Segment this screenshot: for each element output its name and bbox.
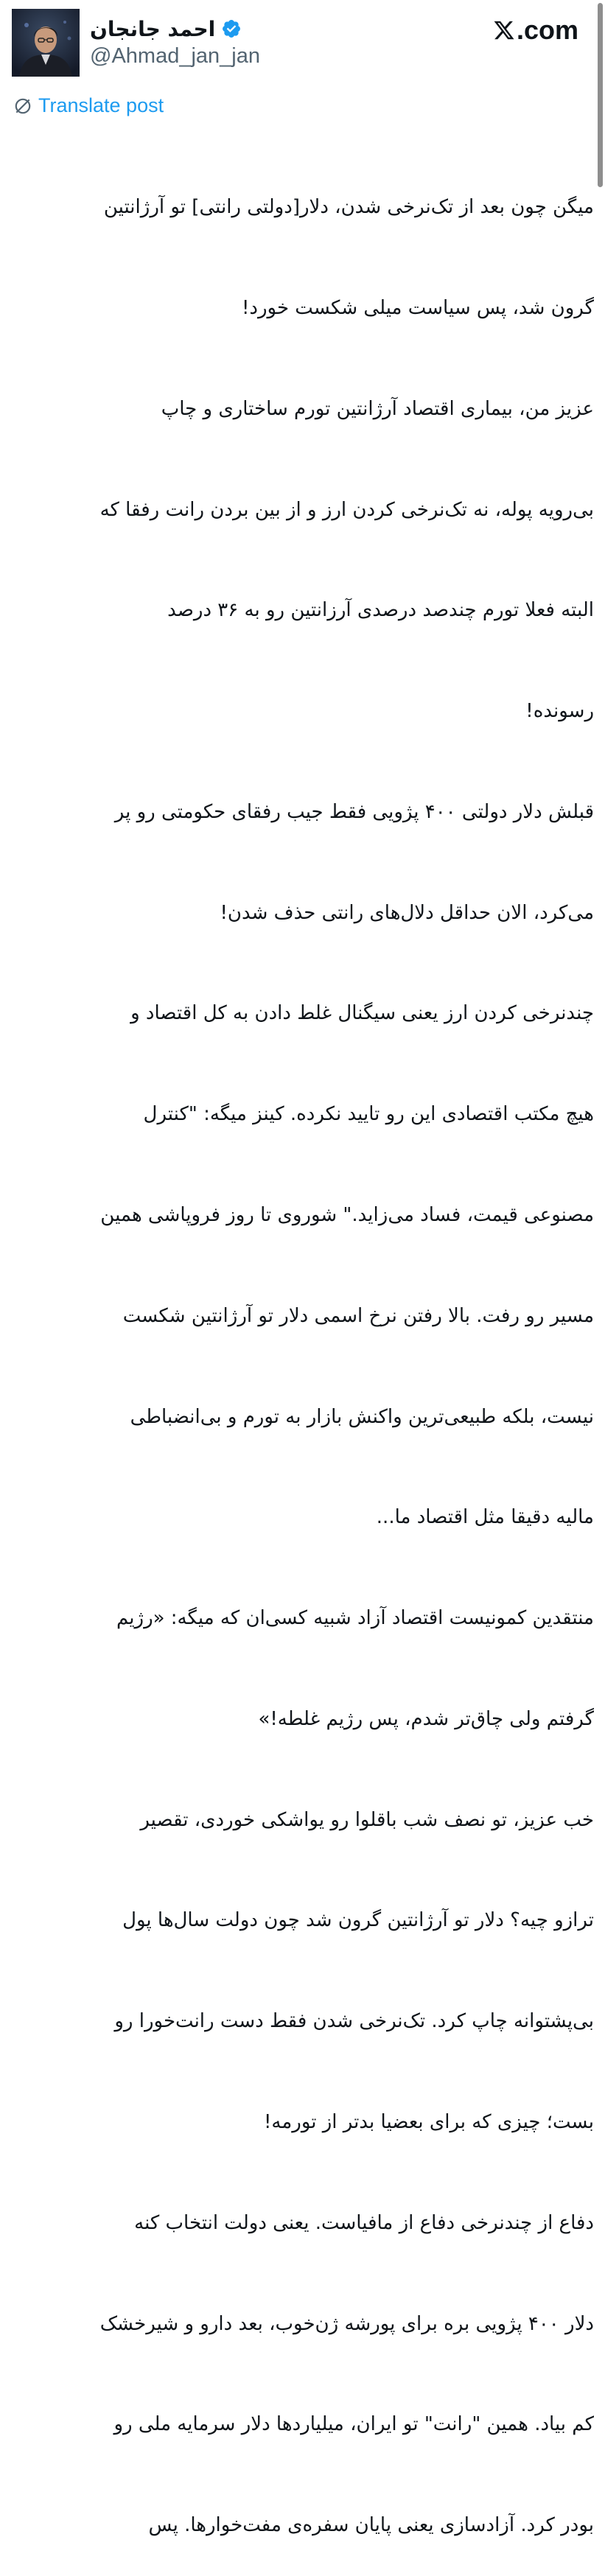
post-line: قبلش دلار دولتی ۴۰۰ پژویی فقط جیب رفقای حکومتی رو پر [114, 800, 594, 823]
author-name-row[interactable] [90, 13, 242, 44]
post-text [12, 124, 594, 2576]
post-line: بست؛ چیزی که برای بعضیا بدتر از تورمه! [263, 2111, 594, 2134]
post-line: البته فعلا تورم چندصد درصدی آرزانتین رو به ۳۶ درصد [167, 599, 594, 622]
site-label [493, 15, 578, 46]
post-line: خب عزیز، تو نصف شب باقلوا رو یواشکی خوردی، تقصیر [140, 1808, 594, 1831]
post-line: دلار ۴۰۰ پژویی بره برای پورشه ژن‌خوب، بعد دارو و شیرخشک [99, 2312, 594, 2335]
post-line: مصنوعی قیمت، فساد می‌زاید." شوروی تا روز فروپاشی همین [100, 1204, 594, 1226]
translate-post-label[interactable]: Translate post [38, 94, 164, 116]
translate-icon [13, 97, 32, 116]
post-line: می‌کرد، الان حداقل دلال‌های رانتی حذف شدن! [220, 901, 594, 924]
post-line: گرون شد، پس سیاست میلی شکست خورد! [241, 296, 594, 319]
translate-post-button[interactable] [13, 94, 164, 117]
post-line: بی‌پشتوانه چاپ کرد. تک‌نرخی شدن فقط دست رانت‌خورا رو [114, 2010, 594, 2033]
post-line: چندنرخی کردن ارز یعنی سیگنال غلط دادن به کل اقتصاد و [130, 1002, 594, 1025]
scrollbar[interactable] [596, 0, 605, 943]
author-handle[interactable]: @Ahmad_jan_jan [90, 44, 260, 68]
post-line: دفاع از چندنرخی دفاع از مافیاست. یعنی دولت انتخاب کنه [134, 2211, 594, 2234]
post-line: بودر کرد. آزادسازی یعنی پایان سفره‌ی مفت‌خوارها. پس [148, 2514, 594, 2537]
post-line: عزیز من، بیماری اقتصاد آرژانتین تورم ساختاری و چاپ [161, 397, 594, 420]
verified-badge-icon [221, 18, 242, 39]
post-line: میگن چون بعد از تک‌نرخی شدن، دلار[دولتی رانتی] تو آرژانتین [103, 196, 594, 219]
post-line: کم بیاد. همین "رانت" تو ایران، میلیاردها دلار سرمایه ملی رو [113, 2413, 594, 2436]
x-logo-icon [493, 19, 515, 41]
post-line: مسیر رو رفت. بالا رفتن نرخ اسمی دلار تو آرژانتین شکست [122, 1304, 594, 1327]
post-line: ترازو چیه؟ دلار تو آرژانتین گرون شد چون دولت سال‌ها پول [122, 1909, 594, 1932]
post-line: بی‌رویه پوله، نه تک‌نرخی کردن ارز و از بین بردن رانت رفقا که [99, 498, 594, 521]
post-line: مالیه دقیقا مثل اقتصاد ما... [376, 1506, 594, 1529]
site-domain: .com [516, 15, 578, 45]
post-line: منتقدین کمونیست اقتصاد آزاد شبیه کسی‌ان که میگه: «رژیم [116, 1607, 594, 1630]
person-avatar-icon [12, 9, 80, 77]
post-header [0, 0, 605, 88]
post-line: هیچ مکتب اقتصادی این رو تایید نکرده. کینز میگه: "کنترل [143, 1103, 594, 1126]
scrollbar-thumb[interactable] [598, 3, 603, 187]
post-line: نیست، بلکه طبیعی‌ترین واکنش بازار به تورم و بی‌انضباطی [130, 1405, 594, 1428]
author-avatar[interactable] [12, 9, 80, 77]
post-line: گرفتم ولی چاق‌تر شدم، پس رژیم غلطه!» [258, 1707, 594, 1730]
author-name[interactable]: احمد جانجان [90, 16, 216, 41]
post-line: رسونده! [525, 700, 594, 723]
